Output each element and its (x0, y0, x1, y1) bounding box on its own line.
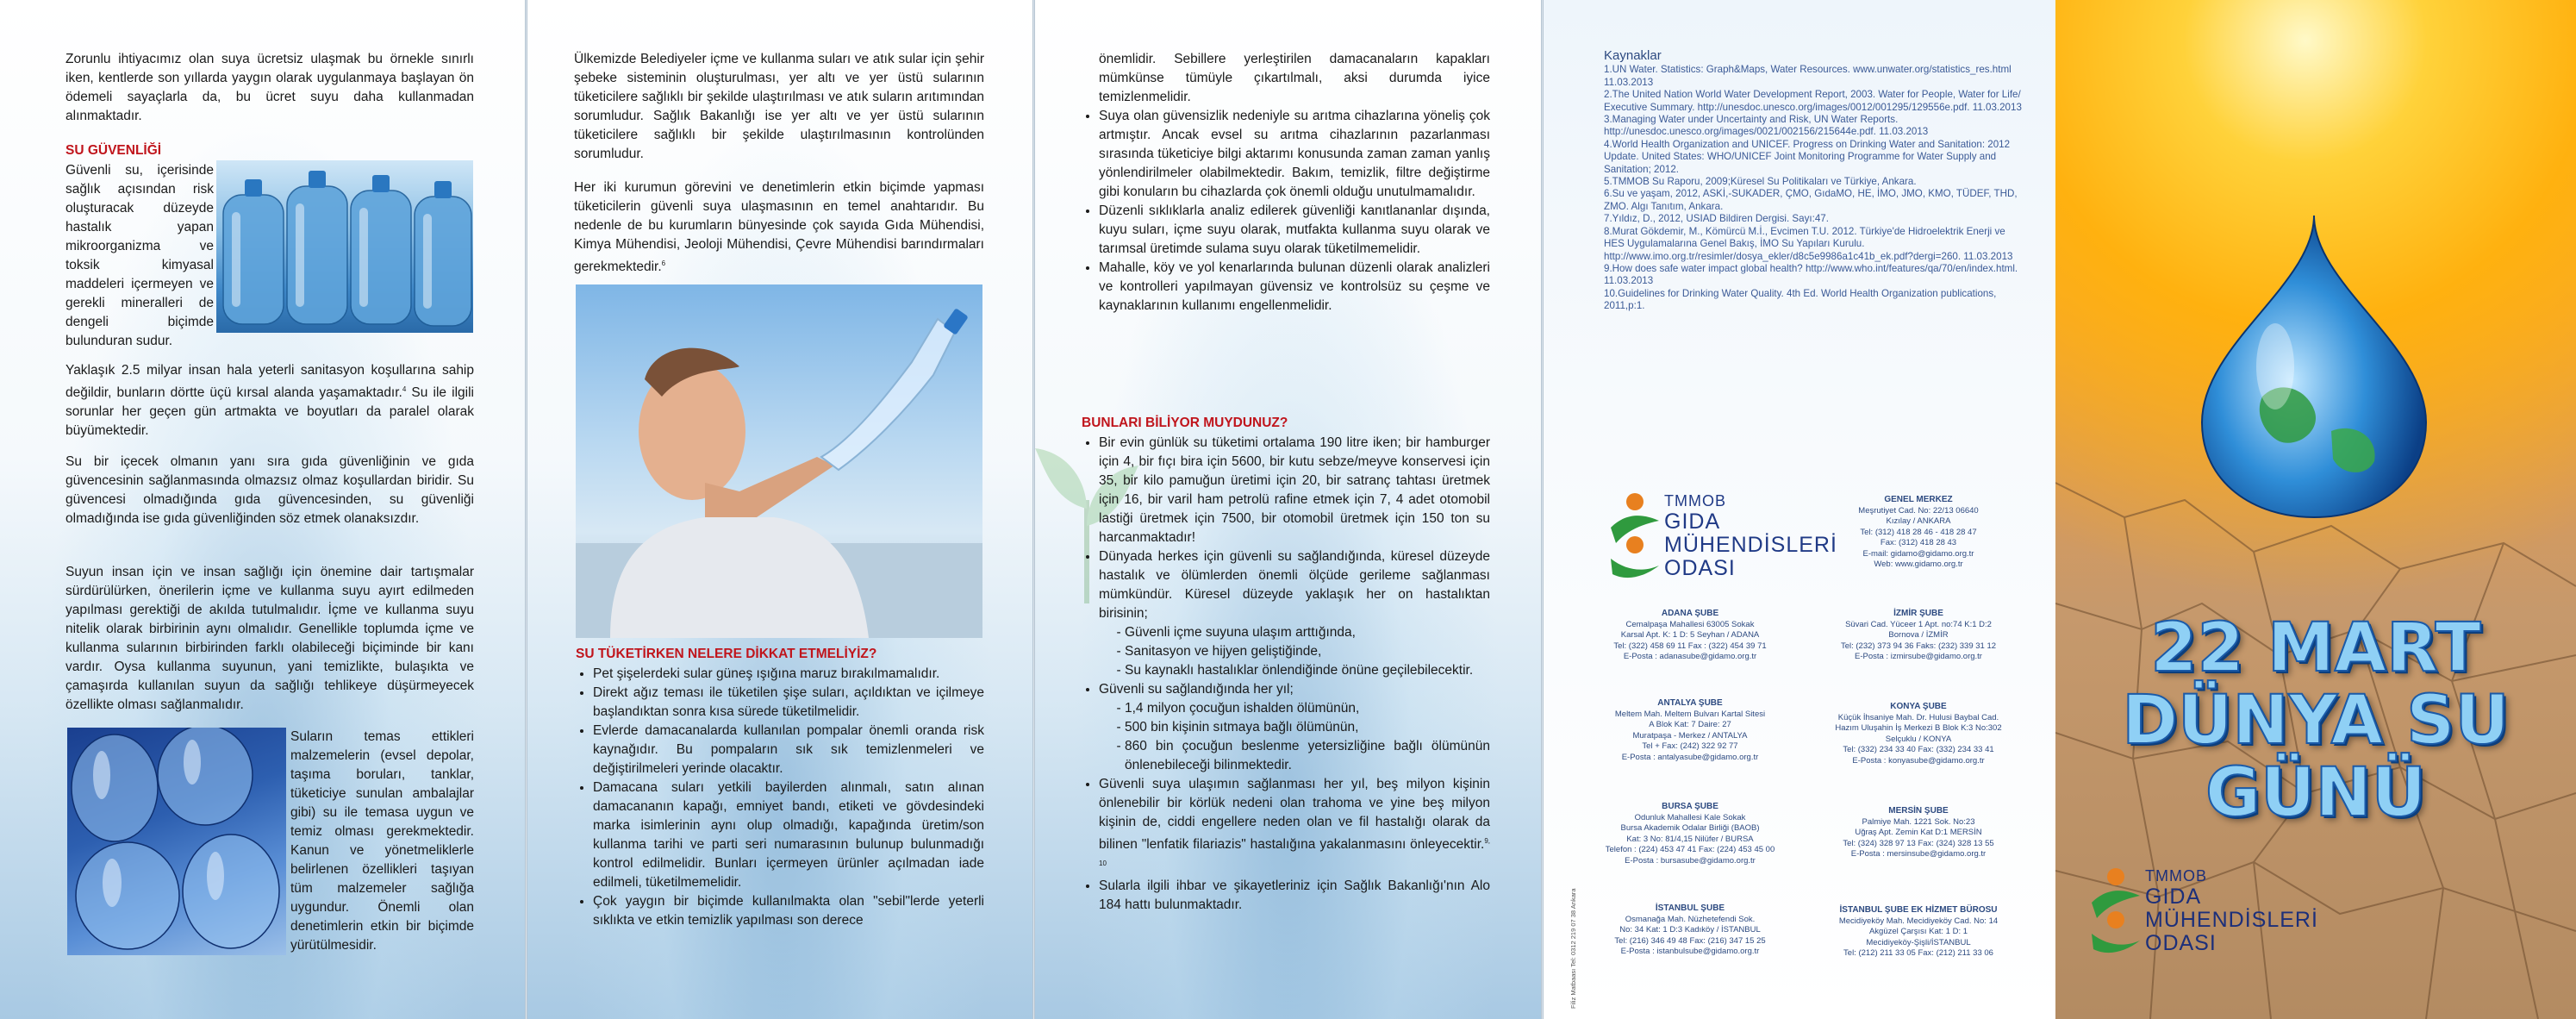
purifier-bullets (1080, 107, 1490, 316)
print-note: Filiz Matbaası Tel: 0312 219 07 38 Ankara (1569, 888, 1577, 1009)
branch-genel-merkez: GENEL MERKEZ Meşrutiyet Cad. No: 22/13 06640 Kızılay / ANKARA Tel: (312) 418 28 46 - 418 28 47 Fax: (312) 418 28 43 E-mail: gidamo@gidamo.org.tr Web: www.gidamo.org.tr (1858, 495, 1979, 569)
branch-istanbul-ek-buro: İSTANBUL ŞUBE EK HİZMET BÜROSU Mecidiyeköy Mah. Mecidiyeköy Cad. No: 14 Akgüzel Çarşısı Kat: 1 D: 1 Mecidiyeköy-Şişli/İSTANBUL Tel: (212) 211 33 05 Fax: (212) 211 33 06 (1838, 905, 1999, 958)
reference-item: 7.Yıldız, D., 2012, USIAD Bildiren Dergisi. Sayı:47. (1604, 213, 1829, 225)
list-item: • Suya olan güvensizlik nedeniyle su arıtma cihazlarına yöneliş çok artmıştır. Ancak evsel su arıtma cihazlarının pazarlanması sırasında tüketiciye bilgi aktarımı konusunda zaman zaman yanlış yönlendirilmeler olabilmektedir. Bakım, temizlik, filtre değiştirme gibi konuların bu cihazlarda çok önemli olduğu unutulmamalıdır. (1099, 107, 1490, 202)
man-drinking-photo (576, 284, 982, 638)
man-drinking-illustration (576, 284, 982, 638)
list-item: • Güvenli suya ulaşımın sağlanması her yıl, beş milyon kişinin önlenebilir bir körlük nedeni olan trahoma ve yine beş milyon kişinin de, ciddi engellere neden olan ve fil hastalığı olarak da bilinen "lenfatik filariazis" hastalığına yakalanmasını önleyecektir.$^{9, 10}$ (1099, 775, 1490, 877)
food-security-paragraph: Su bir içecek olmanın yanı sıra gıda güvenliğinin ve gıda güvencesinin sağlanmasında olmazsız olmaz koşullardan biridir. Su güvencesi olmadığında gıda güvencesinden, su güvenliği olmadığında ise gıda güvenliğinden söz etmek olanaksızdır. (65, 454, 474, 526)
gidamo-logo-text: TMMOB GIDA MÜHENDİSLERİ ODASI (1664, 492, 1837, 580)
water-drop-globe-icon (2185, 216, 2443, 526)
list-item: - Su kaynaklı hastalıklar önlendiğinde önüne geçilebilecektir. (1125, 661, 1490, 680)
list-item: • Mahalle, köy ve yol kenarlarında bulunan düzenli olarak analizleri ve kontrolleri yapılmayan güvensiz ve kontrolsüz su çeşme ve kaynaklarının kullanımı engellenmelidir. (1099, 259, 1490, 316)
list-item: - 500 bin kişinin sıtmaya bağlı ölümünün, (1125, 718, 1490, 737)
consumer-list (574, 665, 984, 930)
engineers-paragraph: Her iki kurumun görevini ve denetimlerin etkin biçimde yapması tüketicilerin güvenli suya ulaşmasının en temel anahtarıdır. Bu nedenle de bu kurumların bünyesinde çok sayıda Gıda Mühendisi, Kimya Mühendisi, Jeoloji Mühendisi, Çevre Mühendisi barındırmaları gerekmektedir.$^6$ (574, 180, 984, 275)
sub-bullets (1099, 623, 1490, 680)
panel-1 (0, 0, 526, 1019)
reference-item: 6.Su ve yaşam, 2012, ASKİ,-SUKADER, ÇMO, GıdaMO, HE, İMO, JMO, KMO, TÜDEF, THD, ZMO. Algı Tanıtım, Ankara. (1604, 188, 2018, 212)
list-item: - Sanitasyon ve hijyen geliştiğinde, (1125, 642, 1490, 661)
list-item: • Sularla ilgili ihbar ve şikayetleriniz için Sağlık Bakanlığı'nın Alo 184 hattı bulunmaktadır. (1099, 877, 1490, 915)
branch-izmir: İZMİR ŞUBE Süvari Cad. Yüceer 1 Apt. no:74 K:1 D:2 Bornova / İZMİR Tel: (232) 373 94 36 Faks: (232) 339 31 12 E-Posta : izmirsube@gidamo.org.tr (1840, 609, 1997, 661)
list-item: • Evlerde damacanalarda kullanılan pompalar önemli oranda risk kaynağıdır. Bu pompaların sık sık temizlenmeleri ve değiştirilmeleri yerinde olacaktır. (593, 722, 984, 778)
list-item: • Dünyada herkes için güvenli su sağlandığında, küresel düzeyde hastalık ve ölümlerden önemli ölçüde gerileme sağlanması mümkündür. Küresel düzeyde yaklaşık her on hastalıktan birisinin; - Güvenli içme suyuna ulaşım arttığında, - Sanitasyon ve hijyen geliştiğinde, - Su kaynaklı hastalıklar önlendiğinde önüne geçilebilecektir. (1099, 547, 1490, 680)
purifier-list (1080, 107, 1490, 316)
municipal-paragraph: Ülkemizde Belediyeler içme ve kullanma suları ve atık sular için şehir şebeke sisteminin oluşturulması, yer altı ve yer üstü sularının tüketicilere sağlıklı bir şekilde ulaştırılması ve atık suların arıtımından sorumludur. Sağlık Bakanlığı ise yer altı ve yer üstü sularının tüketicilere sağlıklı bir şekilde ulaştırılmasının kontrolünden sorumludur. (574, 52, 984, 161)
panel-3 (1035, 0, 1542, 1019)
consumer-bullets (574, 665, 984, 930)
reference-item: 10.Guidelines for Drinking Water Quality. 4th Ed. World Health Organization publications, 2011,p:1. (1604, 287, 1997, 312)
cover-logo-text: TMMOB GIDA MÜHENDİSLERİ ODASI (2145, 867, 2318, 955)
reference-item: 5.TMMOB Su Raporu, 2009;Küresel Su Politikaları ve Türkiye, Ankara. (1604, 176, 1917, 188)
cover-logo-icon (2090, 866, 2142, 961)
reference-item: 9.How does safe water impact global health? http://www.who.int/features/qa/70/en/index.html. 11.03.2013 (1604, 262, 2018, 287)
cover-panel (2055, 0, 2576, 1019)
materials-paragraph: Suların temas ettikleri malzemelerin (evsel depolar, taşıma boruları, tanklar, tüketiciye sunulan ambalajlar gibi) su ile temasa uygun ve temiz olması gerekmektedir. Kanun ve yönetmeliklerle belirlenen özellikleri taşıyan tüm malzemeler sağlığa uygundur. Önemli olan denetimlerin etkin bir biçimde yürütülmesidir. (290, 729, 474, 953)
continued-paragraph: önemlidir. Sebillere yerleştirilen damacanaların kapakları mümkünse tümüyle çıkartılmalı, aksi durumda iyice temizlenmelidir. (1099, 52, 1490, 104)
did-you-know-bullets (1080, 434, 1490, 915)
list-item: - Güvenli içme suyuna ulaşım arttığında, (1125, 623, 1490, 642)
list-item: • Bir evin günlük su tüketimi ortalama 190 litre iken; bir hamburger için 4, bir fıçı bira için 5600, bir kutu sebze/meyve konservesi için 35, bir kilo pamuğun üretimi için 20, bir satranç tahtası üretmek için 16, bir varil ham petrolü rafine etmek için 7, 4 adet otomobil lastiği üretmek için 7500, bir otomobil üretmek için 150 ton su harcanmaktadır! (1099, 434, 1490, 547)
list-item: - 1,4 milyon çocuğun ishalden ölümünün, (1125, 699, 1490, 718)
reference-item: 2.The United Nation World Water Development Report, 2003. Water for People, Water for Life/ Executive Summary. http://unesdoc.unesco.org/images/0012/001295/129556e.pdf. 11.03.2013 (1604, 89, 2022, 113)
reference-item: 8.Murat Gökdemir, M., Kömürcü M.İ., Evcimen T.U. 2012. Türkiye'de Hidroelektrik Enerji ve HES Uygulamalarına Genel Bakış, İMO Su Yapıları Kurulu. http://www.imo.org.tr/resimler/dosya_ekler/d8c5e9986a1c41b_ek.pdf?dergi=260. 11.03.2013 (1604, 225, 2013, 262)
did-you-know-heading: BUNLARI BİLİYOR MUYDUNUZ? (1082, 416, 1288, 430)
safety-paragraph: Güvenli su, içerisinde sağlık açısından risk oluşturacak düzeyde hastalık yapan mikroorganizma ve toksik kimyasal maddeleri içermeyen ve gerekli mineralleri de dengeli biçimde bulunduran sudur. (65, 163, 214, 348)
gidamo-logo-icon (1609, 491, 1661, 586)
safety-heading: SU GÜVENLİĞİ (65, 143, 162, 158)
water-bottles-photo (216, 160, 473, 333)
references-title: Kaynaklar (1604, 48, 1662, 63)
list-item: • Pet şişelerdeki sular güneş ışığına maruz bırakılmamalıdır. (593, 665, 984, 684)
bottles-illustration (216, 160, 473, 333)
reference-item: 4.World Health Organization and UNICEF. Progress on Drinking Water and Sanitation: 2012 Update. United States: WHO/UNICEF Joint Monitoring Programme for Water Supply and Sanitation; 2012. (1604, 138, 2011, 175)
list-item: • Güvenli su sağlandığında her yıl; - 1,4 milyon çocuğun ishalden ölümünün, - 500 bin kişinin sıtmaya bağlı ölümünün, - 860 bin çocuğun beslenme yetersizliğine bağlı ölümünün önlenebileceği bilinmektedir. (1099, 680, 1490, 775)
intro-paragraph: Zorunlu ihtiyacımız olan suya ücretsiz ulaşmak bu örnekle sınırlı iken, kentlerde son yıllarda yaygın olarak uygulanmaya başlayan ön ödemeli sayaçlarla da, bu ücret suyu daha kullanmadan alınmaktadır. (65, 52, 474, 123)
sanitation-paragraph: Yaklaşık 2.5 milyar insan hala yeterli sanitasyon koşullarına sahip değildir, bunların dörtte üçü kırsal alanda yaşamaktadır.$^4$ Su ile ilgili sorunlar her geçen gün artmakta ve boyutları da paralel olarak büyümektedir. (65, 363, 474, 439)
drinking-water-paragraph: Suyun insan için ve insan sağlığı için önemine dair tartışmalar sürdürülürken, önerilerin içme ve kullanma suyu ayırt edilmeden yapılması gerektiği de akılda tutulmalıdır. İçme ve kullanma suyu nitelik olarak birbirinin aynı olmalıdır. Genellikle toplumda içme ve kullanma sularının birbirinden farklı olabileceği biçiminde bir kanı vardır. Oysa kullanma suyunun, yani temizlikte, bulaşıkta ve çamaşırda kullanılan suyun da sağlığı tehlikeye düşürmeyecek özellikte olması sağlanmalıdır. (65, 565, 474, 712)
list-item: • Çok yaygın bir biçimde kullanılmakta olan "sebil"lerde yeterli sıklıkta ve etkin temizlik yapılması son derece (593, 892, 984, 930)
references (1604, 50, 2028, 313)
panel-2 (527, 0, 1034, 1019)
branch-adana: ADANA ŞUBE Cemalpaşa Mahallesi 63005 Sokak Karsal Apt. K: 1 D: 5 Seyhan / ADANA Tel: (322) 458 69 11 Fax : (322) 454 39 71 E-Posta : adanasube@gidamo.org.tr (1613, 609, 1767, 661)
list-item: • Düzenli sıklıklarla analiz edilerek güvenliği kanıtlananlar dışında, kuyu suları, içme suyu olarak, mutfakta kullanma suyu olarak ve tarımsal üretimde sulama suyu olarak tüketilmemelidir. (1099, 202, 1490, 259)
list-item: • Direkt ağız teması ile tüketilen şişe suları, açıldıktan ve içilmeye başlandıktan sonra kısa sürede tüketilmelidir. (593, 684, 984, 722)
branch-konya: KONYA ŞUBE Küçük İhsaniye Mah. Dr. Hulusi Baybal Cad. Hazım Uluşahin İş Merkezi B Blok K:3 No:302 Selçuklu / KONYA Tel: (332) 234 33 40 Fax: (332) 234 33 41 E-Posta : konyasube@gidamo.org.tr (1835, 702, 2002, 766)
panel-4 (1544, 0, 2055, 1019)
branch-istanbul: İSTANBUL ŞUBE Osmanağa Mah. Nüzhetefendi Sok. No: 34 Kat: 1 D:3 Kadıköy / İSTANBUL Tel: (216) 346 49 48 Fax: (216) 347 15 25 E-Posta : istanbulsube@gidamo.org.tr (1614, 903, 1766, 956)
consumer-heading: SU TÜKETİRKEN NELERE DİKKAT ETMELİYİZ? (576, 647, 877, 661)
sub-bullets (1099, 699, 1490, 775)
branch-bursa: BURSA ŞUBE Odunluk Mahallesi Kale Sokak Bursa Akademik Odalar Birliği (BAOB) Kat: 3 No: 81/4,15 Nilüfer / BURSA Telefon : (224) 453 47 41 Fax: (224) 453 45 00 E-Posta : bursasube@gidamo.org.tr (1605, 802, 1775, 866)
branch-antalya: ANTALYA ŞUBE Meltem Mah. Meltem Bulvarı Kartal Sitesi A Blok Kat: 7 Daire: 27 Muratpaşa - Merkez / ANTALYA Tel + Fax: (242) 322 92 77 E-Posta : antalyasube@gidamo.org.tr (1614, 698, 1766, 762)
list-item: • Damacana suları yetkili bayilerden alınmalı, satın alınan damacananın kapağı, emniyet bandı, etiketi ve gövdesindeki marka isimlerinin aynı olup olmadığı, kapağında üretim/son kullanma tarihi ve parti seri numarasının bulunup bulunmadığı kontrol edilmelidir. Bunları içermeyen ürünler açılmadan iade edilmeli, tüketilmemelidir. (593, 778, 984, 892)
list-item: - 860 bin çocuğun beslenme yetersizliğine bağlı ölümünün önlenebileceği bilinmektedir. (1125, 737, 1490, 775)
water-jugs-photo (67, 728, 286, 955)
branch-mersin: MERSİN ŞUBE Palmiye Mah. 1221 Sok. No:23 Uğraş Apt. Zemin Kat D:1 MERSİN Tel: (324) 328 97 13 Fax: (324) 328 13 55 E-Posta : mersinsube@gidamo.org.tr (1843, 806, 1994, 859)
cover-title: 22 MART DÜNYA SU GÜNÜ (2122, 610, 2510, 832)
reference-item: 3.Managing Water under Uncertainty and Risk, UN Water Reports. http://unesdoc.unesco.org/images/0021/002156/215644e.pdf. 11.03.2013 (1604, 114, 1929, 138)
reference-item: 1.UN Water. Statistics: Graph&Maps, Water Resources. www.unwater.org/statistics_res.html 11.03.2013 (1604, 64, 2012, 88)
jugs-illustration (67, 728, 286, 955)
did-you-know-list (1080, 434, 1490, 915)
